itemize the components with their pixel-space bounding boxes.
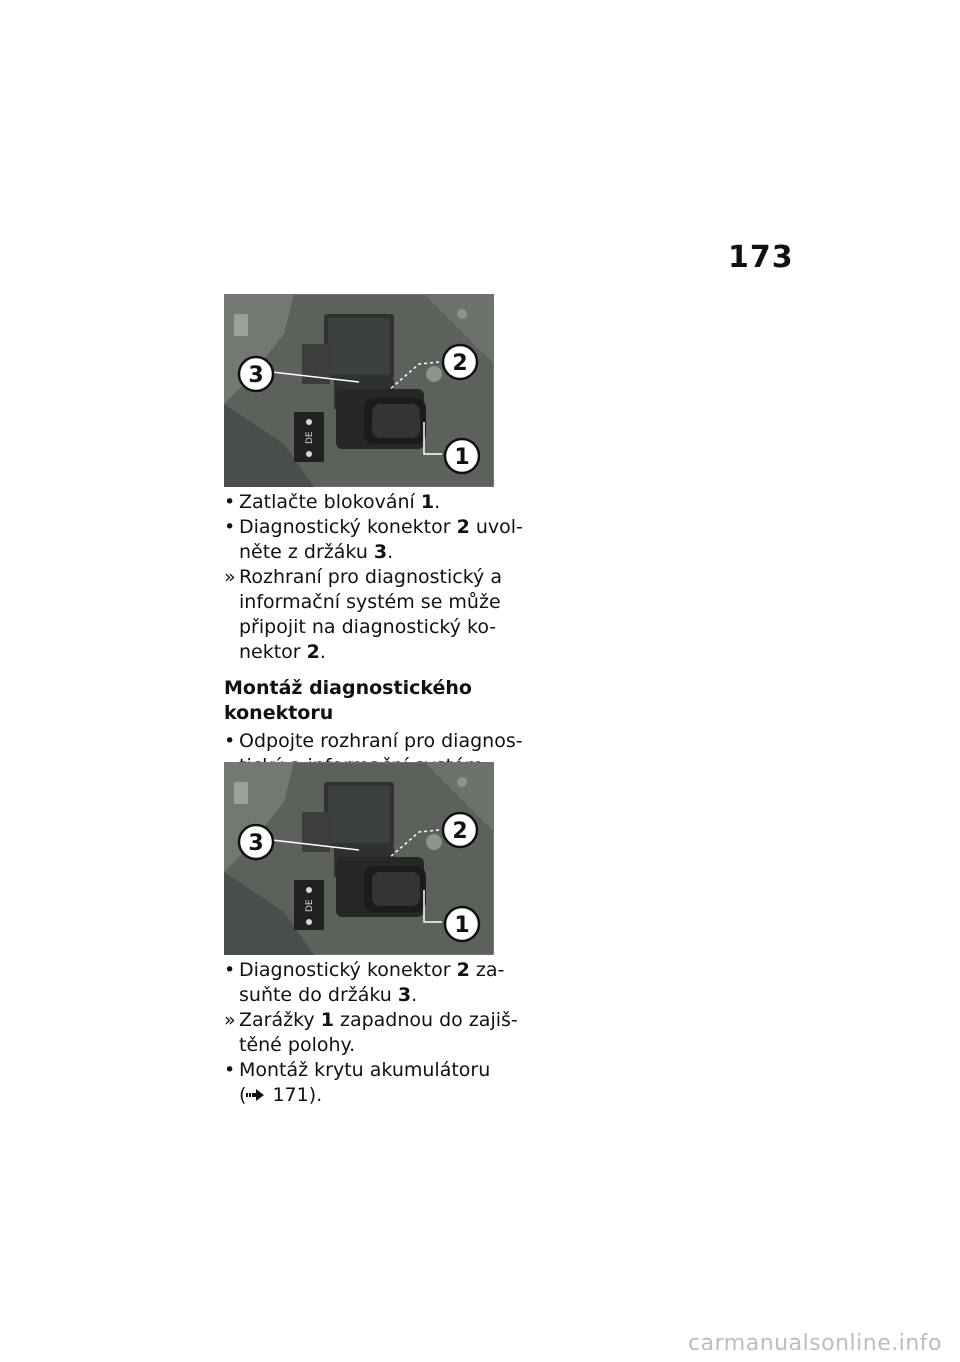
callout-1: 1 [454, 913, 470, 938]
battery-plate-label: DE [305, 431, 315, 444]
bullet-marker: • [224, 516, 236, 538]
page-reference[interactable]: 171). [266, 1084, 323, 1106]
removal-steps [224, 490, 523, 779]
step-release-connector: • Diagnostický konektor 2 uvol- něte z držáku 3. [224, 516, 523, 563]
installation-steps [224, 958, 518, 1109]
bullet-marker: • [224, 1059, 236, 1081]
step-push-lock: • Zatlačte blokování 1. [224, 491, 441, 513]
result-connect-interface: » Rozhraní pro diagnostický a informační systém se může připojit na diagnostický ko- nektor 2. [224, 566, 502, 663]
callout-3: 3 [248, 831, 264, 856]
battery-plate-label: DE [305, 899, 315, 912]
result-marker: » [224, 566, 236, 588]
bullet-marker: • [224, 491, 236, 513]
page-reference-arrow-icon [246, 1084, 266, 1109]
diagnostic-connector-figure-installation [224, 762, 494, 955]
result-latches-engage: » Zarážky 1 zapadnou do zajiš- těné polohy. [224, 1009, 518, 1056]
step-disconnect-interface: • Odpojte rozhraní pro diagnos- [224, 730, 523, 752]
callout-3: 3 [248, 363, 264, 388]
callout-2: 2 [452, 819, 468, 844]
step-install-battery-cover: • Montáž krytu akumulátoru ( 171). [224, 1058, 514, 1109]
watermark: carmanualsonline.info [688, 1331, 942, 1356]
section-heading: Montáž diagnostického konektoru [224, 677, 472, 724]
callout-1: 1 [454, 445, 470, 470]
step-slide-connector: • Diagnostický konektor 2 za- suňte do držáku 3. [224, 959, 505, 1006]
result-marker: » [224, 1009, 236, 1031]
bullet-marker: • [224, 959, 236, 981]
bullet-marker: • [224, 730, 236, 752]
callout-2: 2 [452, 351, 468, 376]
page-number: 173 [728, 240, 794, 275]
diagnostic-connector-figure-removal [224, 294, 494, 487]
